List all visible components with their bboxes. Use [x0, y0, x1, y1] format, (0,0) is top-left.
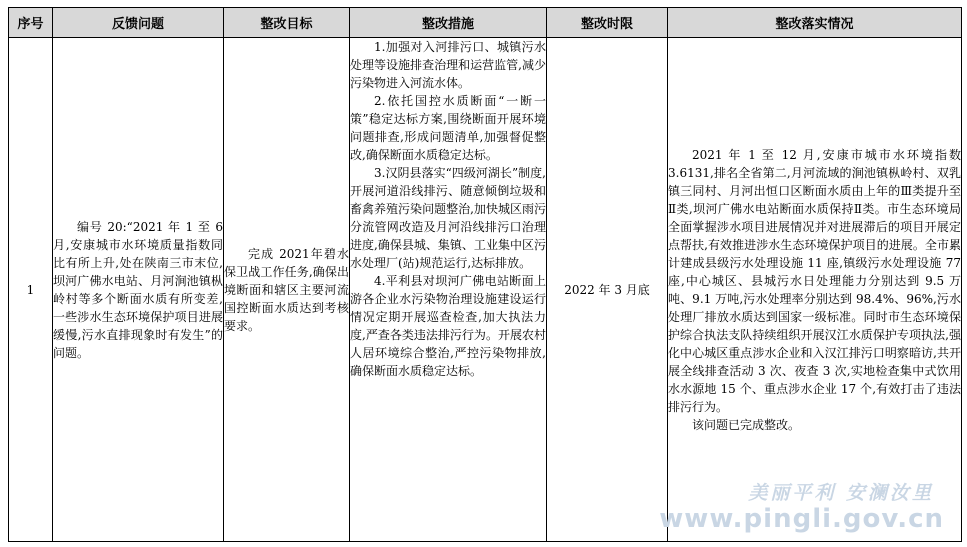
status-text: 2021 年 1 至 12 月,安康市城市水环境指数 3.6131,排名全省第二,月河流域的涧池镇枞岭村、双乳镇三同村、月河出恒口区断面水质由上年的Ⅲ类提升至Ⅱ类,坝河广佛水电站断面水质保持Ⅱ类。市生态环境局全面掌握涉水项目进展情况并对进展滞后的项目开展定点帮扶,有效推进涉水生态环境保护项目的进展。全市累计建成县级污水处理设施 11 座,镇级污水处理设施 77 座,中心城区、县城污水日处理能力分别达到 9.5 万吨、9.1 万吨,污水处理率分别达到 98.4%、96%,污水处理厂排放水质达到国家一级标准。同时市生态环境保护综合执法支队持续组织开展汉江水质保护专项执法,强化中心城区重点涉水企业和入汉江排污口明察暗访,共开展全线排查活动 3 次、夜查 3 次,实地检查集中式饮用水水源地 15 个、重点涉水企业 17 个,有效打击了违法排污行为。: [668, 147, 961, 414]
watermark-slogan: 美丽平利 安澜汝里: [748, 482, 934, 504]
watermark-url: www.pingli.gov.cn: [659, 504, 944, 534]
header-row: [9, 8, 962, 38]
rectification-table: [8, 7, 962, 542]
table-row: [9, 38, 962, 542]
header-status: 整改落实情况: [668, 8, 962, 38]
header-issue: 反馈问题: [53, 8, 224, 38]
goal-text: 完成 2021年碧水保卫战工作任务,确保出境断面和辖区主要河流国控断面水质达到考核要求。: [224, 246, 349, 333]
measure-item: 1.加强对入河排污口、城镇污水处理等设施排查治理和运营监管,减少污染物进入河流水体。: [350, 40, 546, 90]
cell-issue: [53, 38, 224, 542]
cell-goal: [224, 38, 350, 542]
header-goal: 整改目标: [224, 8, 350, 38]
header-measures: 整改措施: [350, 8, 547, 38]
header-deadline: 整改时限: [547, 8, 668, 38]
measure-item: 3.汉阴县落实“四级河湖长”制度,开展河道沿线排污、随意倾倒垃圾和畜禽养殖污染问题整治,加快城区雨污分流管网改造及月河沿线排污口治理进度,确保县城、集镇、工业集中区污水处理厂(站)规范运行,达标排放。: [350, 166, 546, 270]
status-conclusion: 该问题已完成整改。: [692, 417, 801, 432]
cell-status: [668, 38, 962, 542]
cell-index: 1: [9, 38, 53, 542]
cell-deadline: 2022 年 3 月底: [547, 38, 668, 542]
cell-measures: [350, 38, 547, 542]
header-index: 序号: [9, 8, 53, 38]
measure-item: 2.依托国控水质断面“一断一策”稳定达标方案,围绕断面开展环境问题排查,形成问题清单,加强督促整改,确保断面水质稳定达标。: [350, 94, 546, 162]
measure-item: 4.平利县对坝河广佛电站断面上游各企业水污染物治理设施建设运行情况定期开展巡查检查,加大执法力度,严查各类违法排污行为。开展农村人居环境综合整治,严控污染物排放,确保断面水质稳定达标。: [350, 274, 546, 378]
issue-text: 编号 20:“2021 年 1 至 6 月,安康城市水环境质量指数同比有所上升,处在陕南三市末位,坝河广佛水电站、月河涧池镇枞岭村等多个断面水质有所变差,一些涉水生态环境保护项目进展缓慢,污水直排现象时有发生”的问题。: [53, 219, 223, 360]
